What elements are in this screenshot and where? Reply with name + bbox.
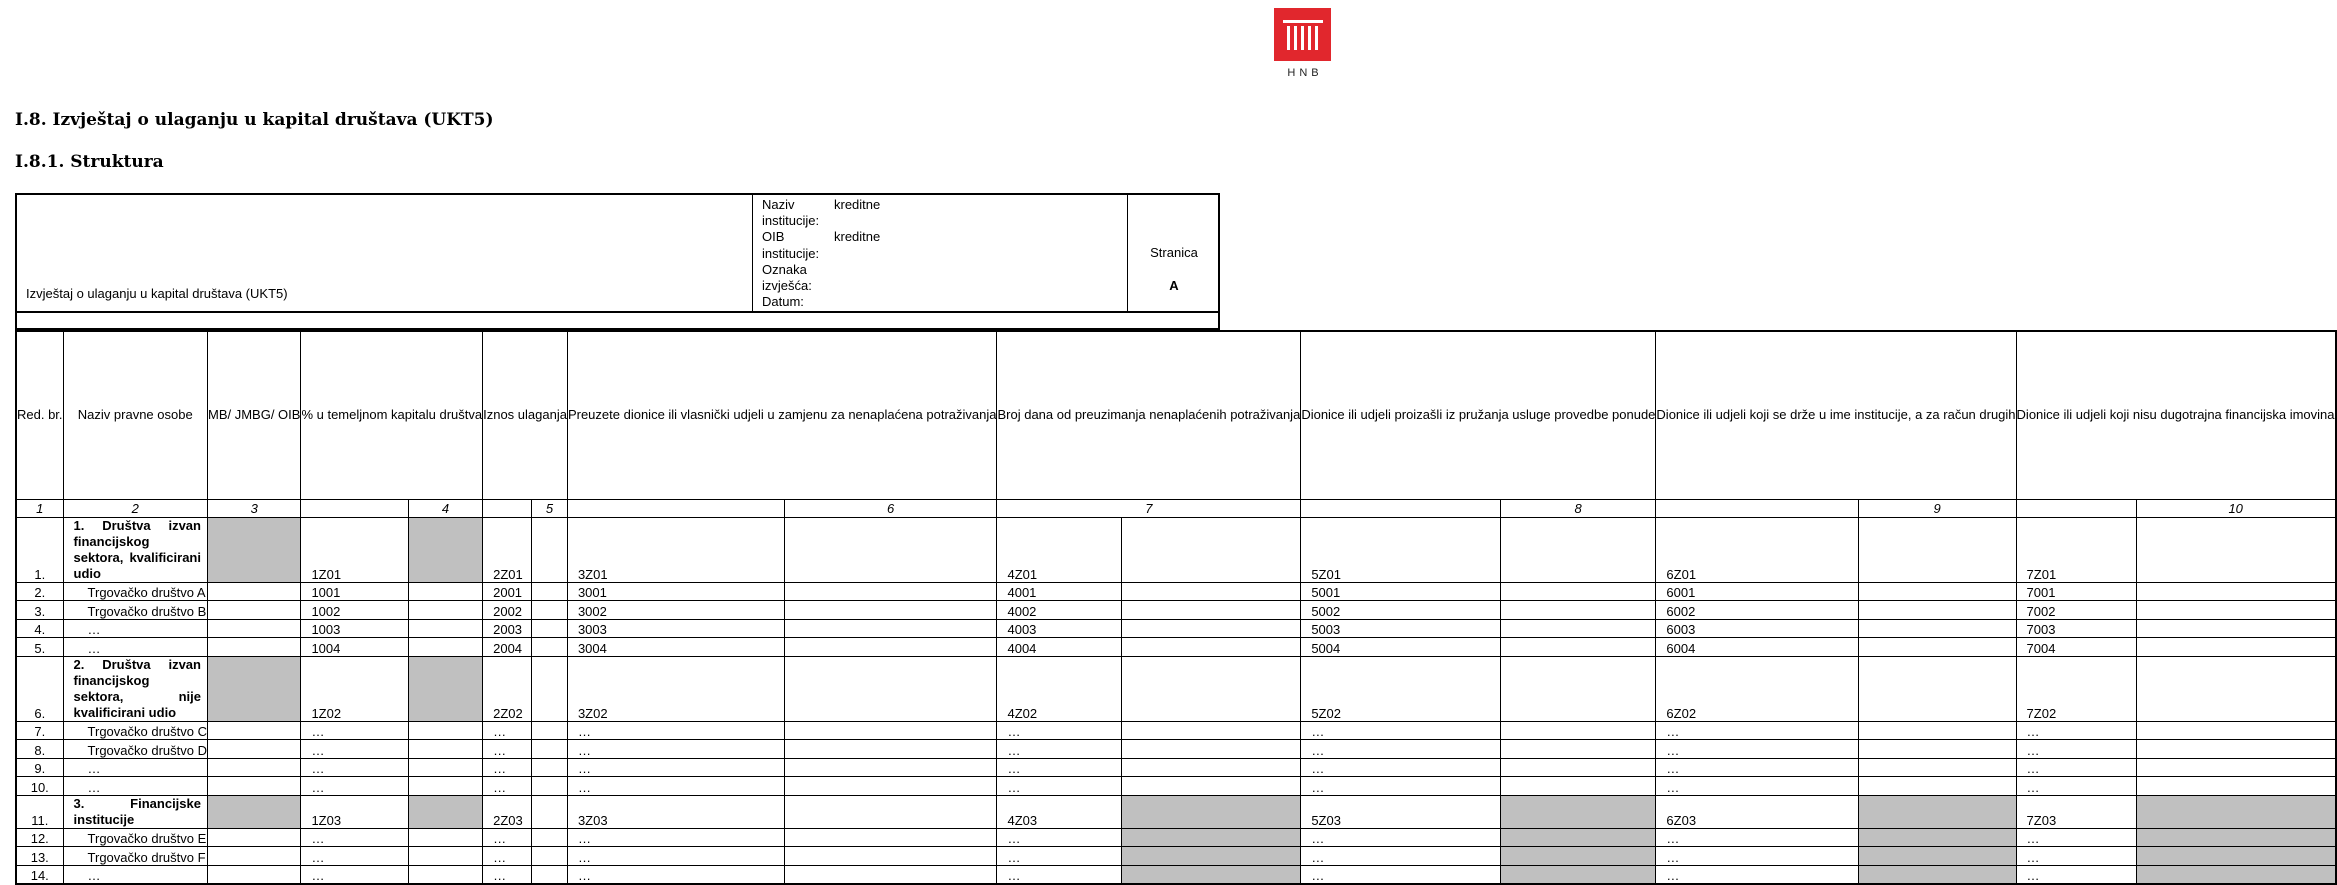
row-code: … <box>997 740 1121 759</box>
row-code: 3004 <box>567 638 784 657</box>
col-header: Red. br. <box>16 331 63 499</box>
row-code: 5003 <box>1301 619 1501 638</box>
row-code: … <box>1301 847 1501 866</box>
table-row <box>16 619 2336 638</box>
meta-label: izvješća: <box>762 278 812 294</box>
row-code: … <box>1301 740 1501 759</box>
row-name: … <box>63 619 207 638</box>
page-label: Stranica <box>1150 245 1198 260</box>
row-code: … <box>2016 721 2136 740</box>
page-value: A <box>1169 278 1179 293</box>
page-title: I.8. Izvještaj o ulaganju u kapital društava (UKT5) <box>15 110 494 130</box>
row-code: 5002 <box>1301 601 1501 620</box>
row-code: … <box>2016 828 2136 847</box>
row-code: … <box>2016 777 2136 796</box>
col-header: Dionice ili udjeli koji se drže u ime institucije, a za račun drugih <box>1656 331 2016 499</box>
row-code: 5Z01 <box>1301 517 1501 582</box>
col-header: Preuzete dionice ili vlasnički udjeli u zamjenu za nenaplaćena potraživanja <box>567 331 997 499</box>
row-code: … <box>483 828 532 847</box>
report-title: Izvještaj o ulaganju u kapital društava (UKT5) <box>26 286 288 301</box>
row-code: 2004 <box>483 638 532 657</box>
row-code: … <box>301 847 409 866</box>
row-code: … <box>997 777 1121 796</box>
row-code: 1Z03 <box>301 795 409 828</box>
row-code: 1001 <box>301 582 409 601</box>
row-number: 8. <box>16 740 63 759</box>
row-code: … <box>1301 865 1501 884</box>
row-code: 7Z02 <box>2016 656 2136 721</box>
row-code: … <box>483 865 532 884</box>
row-number: 1. <box>16 517 63 582</box>
meta-label: Naziv <box>762 197 795 212</box>
row-code: … <box>483 847 532 866</box>
row-code: 1004 <box>301 638 409 657</box>
row-name: Trgovačko društvo A <box>63 582 207 601</box>
row-code: 3Z03 <box>567 795 784 828</box>
table-row <box>16 795 2336 828</box>
row-code: … <box>567 777 784 796</box>
row-code: 4Z03 <box>997 795 1121 828</box>
meta-label: Datum: <box>762 294 804 310</box>
row-name: Trgovačko društvo C <box>63 721 207 740</box>
meta-label: institucije: <box>762 213 820 229</box>
col-header: Naziv pravne osobe <box>63 331 207 499</box>
row-code: 3002 <box>567 601 784 620</box>
table-row <box>16 721 2336 740</box>
row-code: 7Z03 <box>2016 795 2136 828</box>
row-code: … <box>1656 758 1858 777</box>
row-code: … <box>567 847 784 866</box>
row-number: 11. <box>16 795 63 828</box>
row-code: … <box>483 740 532 759</box>
row-name: Trgovačko društvo B <box>63 601 207 620</box>
row-code: 2003 <box>483 619 532 638</box>
col-number: 7 <box>997 499 1301 517</box>
col-header: Broj dana od preuzimanja nenaplaćenih potraživanja <box>997 331 1301 499</box>
row-number: 2. <box>16 582 63 601</box>
row-code: 3003 <box>567 619 784 638</box>
col-header: Dionice ili udjeli proizašli iz pružanja usluge provedbe ponude <box>1301 331 1656 499</box>
row-number: 14. <box>16 865 63 884</box>
row-code: … <box>301 758 409 777</box>
row-code: 4Z01 <box>997 517 1121 582</box>
table-row <box>16 828 2336 847</box>
table-row <box>16 517 2336 582</box>
row-code: 1003 <box>301 619 409 638</box>
row-code: … <box>567 758 784 777</box>
row-code: 1Z01 <box>301 517 409 582</box>
row-code: 2001 <box>483 582 532 601</box>
row-code: 5004 <box>1301 638 1501 657</box>
row-code: … <box>1301 828 1501 847</box>
row-code: … <box>997 828 1121 847</box>
row-name: … <box>63 758 207 777</box>
row-number: 12. <box>16 828 63 847</box>
row-code: … <box>301 777 409 796</box>
row-name: 1. Društva izvan financijskog sektora, kvalificirani udio <box>63 517 207 582</box>
hnb-logo <box>1274 8 1332 79</box>
row-code: 6Z03 <box>1656 795 1858 828</box>
row-code: 4004 <box>997 638 1121 657</box>
section-title: I.8.1. Struktura <box>15 152 164 172</box>
report-header-box <box>15 193 1220 330</box>
table-row <box>16 847 2336 866</box>
row-code: … <box>1656 828 1858 847</box>
column-header-row <box>16 331 2336 499</box>
table-row <box>16 638 2336 657</box>
row-code: 2002 <box>483 601 532 620</box>
meta-label: institucije: <box>762 245 820 261</box>
row-code: 6002 <box>1656 601 1858 620</box>
table-row <box>16 758 2336 777</box>
meta-label: kreditne <box>834 229 881 245</box>
ukt5-table <box>15 330 2337 885</box>
table-row <box>16 740 2336 759</box>
row-number: 6. <box>16 656 63 721</box>
row-code: … <box>1656 740 1858 759</box>
row-code: 4002 <box>997 601 1121 620</box>
row-code: … <box>997 721 1121 740</box>
row-code: 6001 <box>1656 582 1858 601</box>
row-code: 4003 <box>997 619 1121 638</box>
row-number: 9. <box>16 758 63 777</box>
table-row <box>16 582 2336 601</box>
table-row <box>16 777 2336 796</box>
row-name: Trgovačko društvo D <box>63 740 207 759</box>
table-row <box>16 656 2336 721</box>
row-name: … <box>63 865 207 884</box>
row-code: 6Z02 <box>1656 656 1858 721</box>
row-number: 7. <box>16 721 63 740</box>
row-code: 2Z02 <box>483 656 532 721</box>
row-code: … <box>567 865 784 884</box>
meta-label: OIB <box>762 229 785 245</box>
row-code: … <box>1656 721 1858 740</box>
row-code: … <box>1301 758 1501 777</box>
col-number: 10 <box>2136 499 2335 517</box>
row-code: … <box>483 777 532 796</box>
row-code: … <box>301 740 409 759</box>
row-code: … <box>567 828 784 847</box>
row-code: 3Z02 <box>567 656 784 721</box>
column-number-row <box>16 499 2336 517</box>
row-number: 4. <box>16 619 63 638</box>
row-code: … <box>301 865 409 884</box>
col-number: 1 <box>16 499 63 517</box>
table-row <box>16 601 2336 620</box>
institution-meta <box>762 197 880 310</box>
row-code: 4Z02 <box>997 656 1121 721</box>
row-code: 6003 <box>1656 619 1858 638</box>
col-header: MB/ JMBG/ OIB <box>207 331 300 499</box>
row-code: … <box>2016 865 2136 884</box>
row-name: 2. Društva izvan financijskog sektora, nije kvalificirani udio <box>63 656 207 721</box>
row-code: 7004 <box>2016 638 2136 657</box>
row-name: Trgovačko društvo F <box>63 847 207 866</box>
hnb-logo-text: HNB <box>1287 67 1323 79</box>
row-code: … <box>2016 758 2136 777</box>
col-number: 3 <box>207 499 300 517</box>
row-name: 3. Financijske institucije <box>63 795 207 828</box>
row-code: … <box>1301 721 1501 740</box>
row-code: … <box>1656 847 1858 866</box>
row-code: … <box>1656 777 1858 796</box>
row-code: 2Z01 <box>483 517 532 582</box>
col-number: 9 <box>1858 499 2016 517</box>
row-code: 1002 <box>301 601 409 620</box>
col-number: 8 <box>1500 499 1656 517</box>
row-code: … <box>567 740 784 759</box>
row-number: 13. <box>16 847 63 866</box>
row-name: … <box>63 638 207 657</box>
row-code: … <box>997 865 1121 884</box>
row-code: … <box>483 758 532 777</box>
row-code: 6Z01 <box>1656 517 1858 582</box>
col-header: % u temeljnom kapitalu društva <box>301 331 483 499</box>
row-number: 3. <box>16 601 63 620</box>
row-code: 5Z03 <box>1301 795 1501 828</box>
row-code: … <box>301 828 409 847</box>
meta-label: kreditne <box>834 197 881 212</box>
row-code: … <box>301 721 409 740</box>
row-code: … <box>1301 777 1501 796</box>
row-code: … <box>1656 865 1858 884</box>
hnb-logo-mark <box>1274 8 1331 61</box>
row-number: 10. <box>16 777 63 796</box>
col-number: 2 <box>63 499 207 517</box>
row-code: 2Z03 <box>483 795 532 828</box>
row-code: 4001 <box>997 582 1121 601</box>
row-code: 5001 <box>1301 582 1501 601</box>
col-header: Iznos ulaganja <box>483 331 568 499</box>
col-number: 4 <box>408 499 482 517</box>
row-name: Trgovačko društvo E <box>63 828 207 847</box>
row-code: 5Z02 <box>1301 656 1501 721</box>
row-code: … <box>997 758 1121 777</box>
row-code: … <box>997 847 1121 866</box>
col-number: 5 <box>532 499 568 517</box>
row-code: 7002 <box>2016 601 2136 620</box>
col-number: 6 <box>784 499 997 517</box>
row-code: 6004 <box>1656 638 1858 657</box>
row-code: 1Z02 <box>301 656 409 721</box>
row-code: … <box>2016 847 2136 866</box>
row-code: … <box>483 721 532 740</box>
row-code: 7001 <box>2016 582 2136 601</box>
row-code: 3001 <box>567 582 784 601</box>
row-code: … <box>567 721 784 740</box>
row-code: 7Z01 <box>2016 517 2136 582</box>
row-name: … <box>63 777 207 796</box>
row-number: 5. <box>16 638 63 657</box>
table-row <box>16 865 2336 884</box>
row-code: 3Z01 <box>567 517 784 582</box>
col-header: Dionice ili udjeli koji nisu dugotrajna financijska imovina <box>2016 331 2335 499</box>
meta-label: Oznaka <box>762 261 807 277</box>
row-code: 7003 <box>2016 619 2136 638</box>
row-code: … <box>2016 740 2136 759</box>
